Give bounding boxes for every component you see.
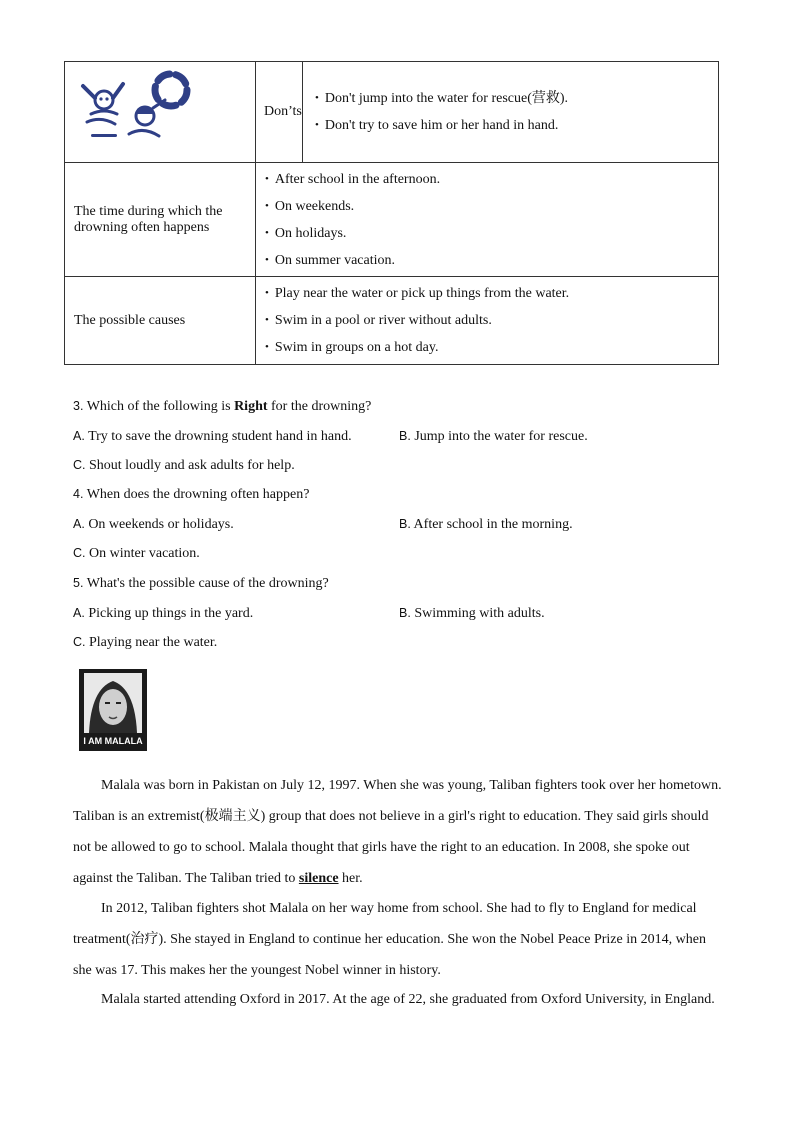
- passage-paragraph-1: Malala was born in Pakistan on July 12, 1997. When she was young, Taliban fighters took over her hometown. Taliban is an extremist(极端主义) group that does not believe in a girl's right to education. They said girls should not be allowed to go to school. Malala thought that girls have the right to an education. In 2008, she spoke out against the Taliban. The Taliban tried to silence her.: [73, 778, 722, 886]
- question-4-option-a[interactable]: A. On weekends or holidays.: [73, 517, 234, 532]
- list-item: • On weekends.: [265, 193, 709, 220]
- question-4-stem: 4. When does the drowning often happen?: [73, 487, 310, 502]
- time-cell: [256, 163, 719, 277]
- malala-photo: [79, 669, 147, 751]
- question-5-option-a[interactable]: A. Picking up things in the yard.: [73, 606, 254, 621]
- list-item: • Swim in groups on a hot day.: [265, 334, 709, 361]
- table-row: [65, 277, 719, 365]
- causes-label: The possible causes: [65, 277, 256, 365]
- donts-list: [315, 85, 709, 139]
- list-item: • Don't try to save him or her hand in hand.: [315, 112, 709, 139]
- question-5-option-c[interactable]: C. Playing near the water.: [73, 635, 218, 650]
- list-item: • Swim in a pool or river without adults.: [265, 307, 709, 334]
- time-list: [265, 166, 709, 274]
- question-3-option-c[interactable]: C. Shout loudly and ask adults for help.: [73, 458, 295, 473]
- question-4-option-b[interactable]: B. After school in the morning.: [399, 517, 573, 532]
- list-item: • Play near the water or pick up things from the water.: [265, 280, 709, 307]
- photo-caption: I AM MALALA: [83, 736, 143, 746]
- question-4-option-c[interactable]: C. On winter vacation.: [73, 546, 200, 561]
- list-item: • On holidays.: [265, 220, 709, 247]
- donts-label: Don’ts: [256, 62, 303, 163]
- causes-cell: [256, 277, 719, 365]
- question-3-option-b[interactable]: B. Jump into the water for rescue.: [399, 429, 588, 444]
- question-5-stem: 5. What's the possible cause of the drowning?: [73, 576, 329, 591]
- question-3-stem: 3. Which of the following is Right for the drowning?: [73, 399, 372, 414]
- underlined-word: silence: [298, 871, 339, 886]
- question-5-option-b[interactable]: B. Swimming with adults.: [399, 606, 545, 621]
- table-row: [65, 163, 719, 277]
- causes-list: [265, 280, 709, 361]
- question-3-option-a[interactable]: A. Try to save the drowning student hand in hand.: [73, 429, 352, 444]
- time-label: The time during which the drowning often happens: [65, 163, 256, 277]
- list-item: • After school in the afternoon.: [265, 166, 709, 193]
- emphasis-word: Right: [234, 399, 268, 414]
- passage-paragraph-3: Malala started attending Oxford in 2017. At the age of 22, she graduated from Oxford University, in England.: [101, 992, 715, 1007]
- drowning-rescue-icon: [77, 64, 195, 146]
- passage-paragraph-2: In 2012, Taliban fighters shot Malala on her way home from school. She had to fly to England for medical treatment(治疗). She stayed in England to continue her education. She won the Nobel Peace Prize in 2014, when she was 17. This makes her the youngest Nobel winner in history.: [73, 901, 706, 978]
- list-item: • On summer vacation.: [265, 247, 709, 274]
- list-item: • Don't jump into the water for rescue(营救).: [315, 85, 709, 112]
- donts-cell: [303, 62, 719, 163]
